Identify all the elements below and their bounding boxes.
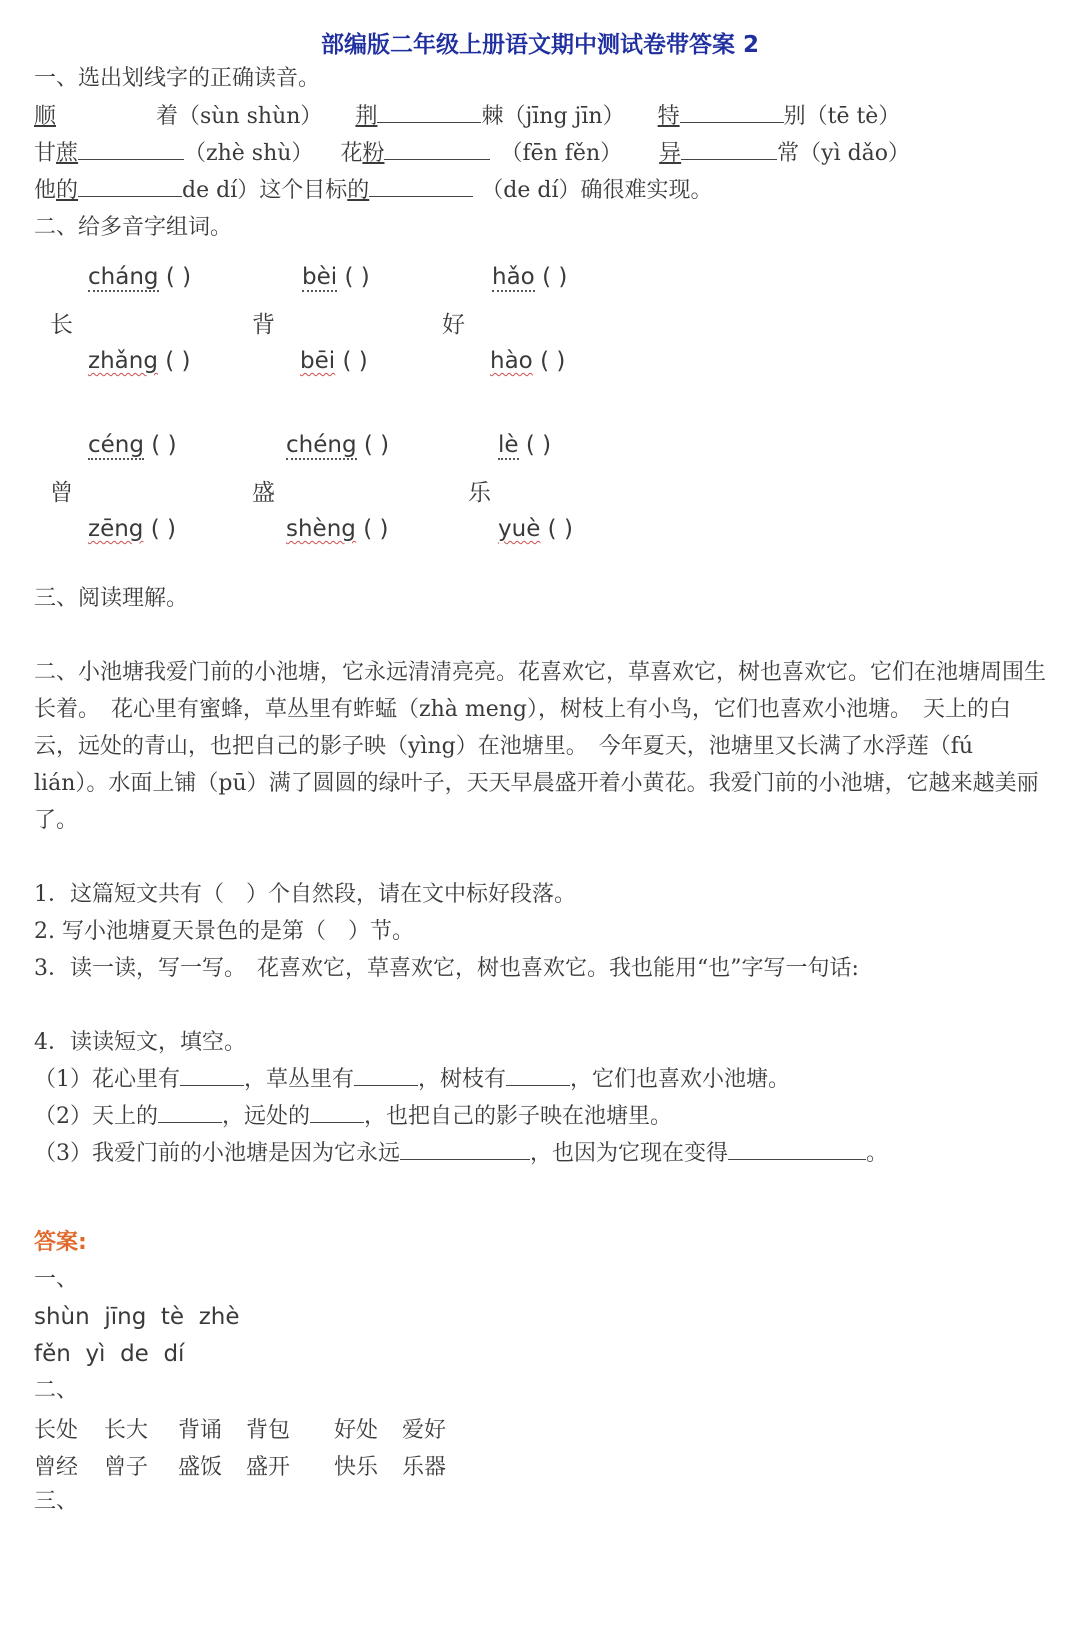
fill-text: 。 bbox=[866, 1141, 889, 1166]
section-2-heading: 二、给多音字组词。 bbox=[34, 215, 233, 240]
answer-word: 背包 bbox=[246, 1418, 291, 1443]
word-text: 他 bbox=[34, 178, 57, 203]
underlined-char: 荆 bbox=[355, 104, 378, 129]
pinyin-options: 着（sùn shùn） bbox=[156, 104, 323, 129]
answer-word: 盛饭 bbox=[178, 1455, 223, 1480]
fill-text: ，也因为它现在变得 bbox=[530, 1141, 729, 1166]
fill-text: （2）天上的 bbox=[34, 1104, 158, 1129]
pinyin-options: （de dí）确很难实现。 bbox=[481, 178, 713, 203]
polyphone-char: 背 bbox=[252, 312, 275, 338]
underlined-char: 特 bbox=[657, 104, 680, 129]
word-text: 花 bbox=[340, 141, 363, 166]
answer-paren[interactable]: ( ) bbox=[165, 264, 192, 290]
underlined-char: 的 bbox=[56, 178, 79, 203]
pinyin-options: 常（yì dǎo） bbox=[777, 141, 911, 166]
polyphone-entry bbox=[492, 264, 567, 290]
answer-blank[interactable] bbox=[400, 1139, 530, 1160]
answer-blank[interactable] bbox=[728, 1139, 866, 1160]
answer-paren[interactable]: ( ) bbox=[525, 432, 552, 458]
answers-section-2: 二、 bbox=[34, 1378, 79, 1403]
answer-word: 乐器 bbox=[402, 1455, 447, 1480]
answer-blank[interactable] bbox=[377, 102, 481, 123]
pinyin: zēng bbox=[88, 516, 144, 542]
answers-section-1: 一、 bbox=[34, 1267, 79, 1292]
q1-row-3 bbox=[34, 176, 712, 206]
section-3-heading: 三、阅读理解。 bbox=[34, 586, 189, 611]
answer-word: 爱好 bbox=[402, 1418, 447, 1443]
fill-blank-2 bbox=[34, 1102, 672, 1132]
polyphone-entry bbox=[88, 348, 191, 374]
answer-blank[interactable] bbox=[506, 1065, 570, 1086]
pinyin: cháng bbox=[88, 264, 159, 290]
answer-word: 快乐 bbox=[334, 1455, 379, 1480]
answer-paren[interactable]: ( ) bbox=[344, 264, 370, 290]
answer-blank[interactable] bbox=[180, 1065, 244, 1086]
polyphone-entry bbox=[498, 432, 551, 458]
polyphone-entry bbox=[302, 264, 370, 290]
reading-passage: 二、小池塘我爱门前的小池塘，它永远清清亮亮。花喜欢它，草喜欢它，树也喜欢它。它们在池塘周围生长着。 花心里有蜜蜂，草丛里有蚱蜢（zhà meng），树枝上有小鸟，它们也喜欢小池塘。 天上的白云，远处的青山，也把自己的影子映（yìng）在池塘里。 今年夏天，池塘里又长满了水浮莲（fú lián）。水面上铺（pū）满了圆圆的绿叶子，天天早晨盛开着小黄花。我爱门前的小池塘，它越来越美丽了。 bbox=[34, 660, 1047, 833]
answer-word: 长处 bbox=[34, 1418, 79, 1443]
pinyin-options: （zhè shù） bbox=[184, 141, 314, 166]
answer-blank[interactable] bbox=[78, 176, 182, 197]
pinyin-options: de dí）这个目标 bbox=[182, 178, 348, 203]
question-2: 2. 写小池塘夏天景色的是第（ ）节。 bbox=[34, 919, 414, 944]
polyphone-entry bbox=[490, 348, 565, 374]
underlined-char: 粉 bbox=[362, 141, 385, 166]
pinyin-options: （fēn fěn） bbox=[500, 141, 623, 166]
answer-word: 好处 bbox=[334, 1418, 379, 1443]
fill-text: ，也把自己的影子映在池塘里。 bbox=[364, 1104, 673, 1129]
answer-paren[interactable]: ( ) bbox=[547, 516, 573, 542]
answer-paren[interactable]: ( ) bbox=[165, 348, 191, 374]
polyphone-entry bbox=[300, 348, 368, 374]
pinyin: shèng bbox=[286, 516, 356, 542]
polyphone-char: 曾 bbox=[50, 480, 73, 506]
answer-paren[interactable]: ( ) bbox=[151, 432, 177, 458]
polyphone-entry bbox=[498, 516, 573, 542]
polyphone-char: 盛 bbox=[252, 480, 275, 506]
answer-word: 曾经 bbox=[34, 1455, 79, 1480]
underlined-char: 顺 bbox=[34, 104, 57, 129]
answer-blank[interactable] bbox=[681, 139, 777, 160]
answer-blank[interactable] bbox=[310, 1102, 364, 1123]
page-title: 部编版二年级上册语文期中测试卷带答案 2 bbox=[320, 32, 759, 58]
answer-blank[interactable] bbox=[680, 102, 784, 123]
pinyin-options: 棘（jīng jīn） bbox=[481, 104, 625, 129]
polyphone-entry bbox=[88, 516, 176, 542]
answers-line-1: shùn jīng tè zhè bbox=[34, 1304, 240, 1330]
q1-row-1 bbox=[34, 102, 900, 132]
underlined-char: 蔗 bbox=[56, 141, 79, 166]
answer-paren[interactable]: ( ) bbox=[363, 432, 390, 458]
fill-text: ，它们也喜欢小池塘。 bbox=[570, 1067, 791, 1092]
q1-row-2 bbox=[34, 139, 910, 169]
pinyin: bèi bbox=[302, 264, 338, 290]
fill-text: （1）花心里有 bbox=[34, 1067, 180, 1092]
answer-word: 盛开 bbox=[246, 1455, 291, 1480]
fill-blank-3 bbox=[34, 1139, 888, 1169]
answers-line-2: fěn yì de dí bbox=[34, 1341, 185, 1367]
answer-word: 曾子 bbox=[104, 1455, 149, 1480]
pinyin: céng bbox=[88, 432, 144, 458]
answer-blank[interactable] bbox=[369, 176, 473, 197]
fill-text: ，远处的 bbox=[222, 1104, 311, 1129]
answer-paren[interactable]: ( ) bbox=[150, 516, 176, 542]
pinyin-options: 别（tē tè） bbox=[783, 104, 901, 129]
underlined-char: 的 bbox=[347, 178, 370, 203]
polyphone-entry bbox=[286, 516, 388, 542]
answer-word: 长大 bbox=[104, 1418, 149, 1443]
answer-paren[interactable]: ( ) bbox=[540, 348, 566, 374]
pinyin: yuè bbox=[498, 516, 541, 542]
pinyin: chéng bbox=[286, 432, 357, 458]
polyphone-char: 长 bbox=[50, 312, 73, 338]
answer-paren[interactable]: ( ) bbox=[542, 264, 568, 290]
polyphone-entry bbox=[88, 432, 177, 458]
fill-text: （3）我爱门前的小池塘是因为它永远 bbox=[34, 1141, 400, 1166]
fill-text: ，草丛里有 bbox=[244, 1067, 355, 1092]
pinyin: zhǎng bbox=[88, 348, 158, 374]
polyphone-entry bbox=[88, 264, 191, 290]
polyphone-char: 好 bbox=[442, 312, 465, 338]
underlined-char: 异 bbox=[659, 141, 682, 166]
pinyin: bēi bbox=[300, 348, 336, 374]
answer-paren[interactable]: ( ) bbox=[363, 516, 389, 542]
question-4-heading: 4．读读短文，填空。 bbox=[34, 1030, 246, 1055]
answers-section-3: 三、 bbox=[34, 1489, 79, 1514]
pinyin: lè bbox=[498, 432, 519, 458]
fill-text: ，树枝有 bbox=[418, 1067, 507, 1092]
polyphone-char: 乐 bbox=[468, 480, 491, 506]
answer-paren[interactable]: ( ) bbox=[342, 348, 368, 374]
section-1-heading: 一、选出划线字的正确读音。 bbox=[34, 66, 321, 91]
answer-blank[interactable] bbox=[384, 139, 490, 160]
word-text: 甘 bbox=[34, 141, 57, 166]
answer-blank[interactable] bbox=[158, 1102, 222, 1123]
pinyin: hào bbox=[490, 348, 533, 374]
question-1: 1．这篇短文共有（ ）个自然段，请在文中标好段落。 bbox=[34, 882, 576, 907]
answer-word: 背诵 bbox=[178, 1418, 223, 1443]
question-3: 3．读一读，写一写。 花喜欢它，草喜欢它，树也喜欢它。我也能用“也”字写一句话: bbox=[34, 956, 859, 981]
fill-blank-1 bbox=[34, 1065, 790, 1095]
answer-blank[interactable] bbox=[78, 139, 184, 160]
answers-label: 答案: bbox=[34, 1230, 87, 1255]
polyphone-entry bbox=[286, 432, 389, 458]
pinyin: hǎo bbox=[492, 264, 535, 290]
answer-blank[interactable] bbox=[354, 1065, 418, 1086]
